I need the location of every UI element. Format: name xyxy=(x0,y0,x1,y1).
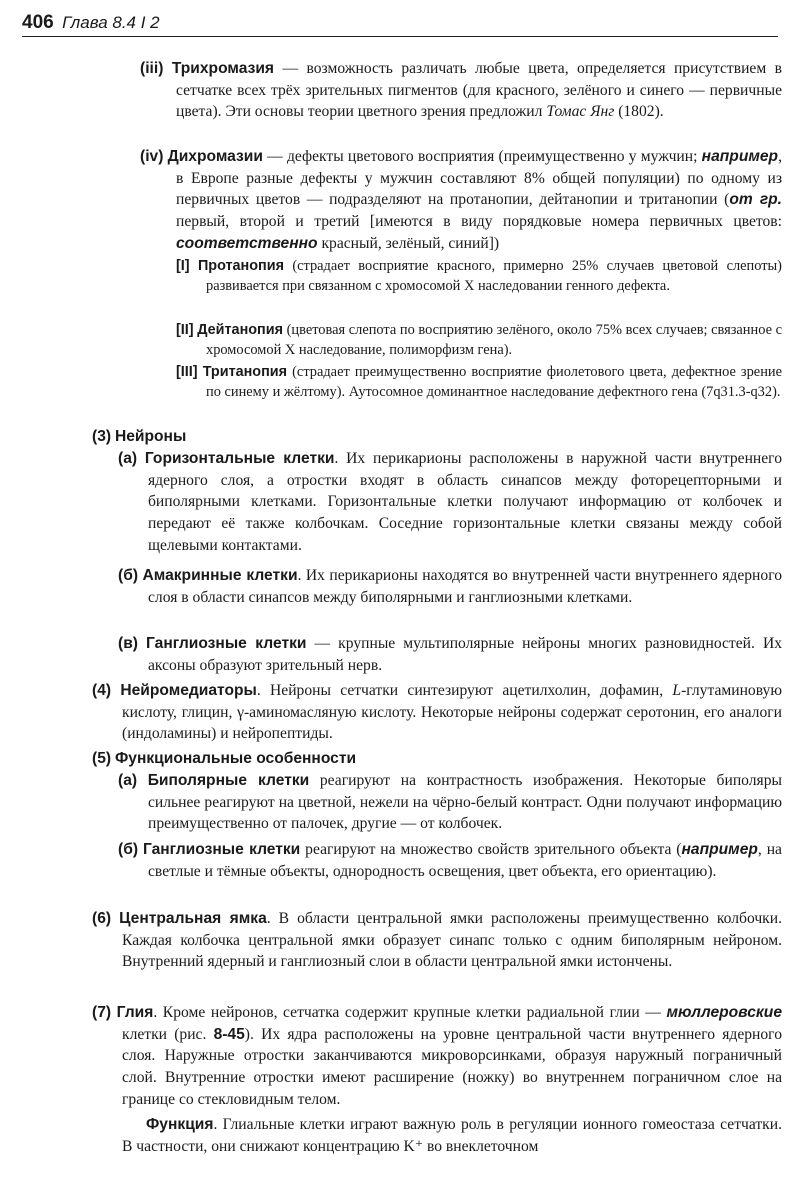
item-horizontal-cells xyxy=(118,448,782,557)
running-header xyxy=(22,12,778,37)
item-text: . Кроме нейронов, сетчатка содержит крупные клетки радиальной глии — xyxy=(153,1004,667,1021)
term-central-fovea: Центральная ямка xyxy=(119,910,267,927)
item-marker: (5) xyxy=(92,750,112,767)
item-text: . В области центральной ямки расположены преимущественно колбочки. Каждая колбочка центральной ямки образует синапс только с одним биполярным нейроном. Внутренний ядерный и ганглиозный слои в области центральной ямки истончены. xyxy=(122,910,782,971)
item-text: красный, зелёный, синий]) xyxy=(317,234,500,252)
item-marker: (3) xyxy=(92,428,112,445)
item-marker: (а) xyxy=(118,772,138,789)
item-text: клетки (рис. xyxy=(122,1025,214,1043)
item-dichromasy xyxy=(140,146,782,255)
term-amacrine-cells: Амакринные клетки xyxy=(142,567,298,584)
emphasis: от гр. xyxy=(729,191,782,209)
chapter-label: Глава 8.4 I 2 xyxy=(62,13,160,32)
item-text: — возможность различать любые цвета, определяется присутствием в сетчатке всех трёх зрительных пигментов (для красного, зелёного и синего — первичные цвета). Эти основы теории цветного зрения предложил xyxy=(176,60,782,121)
term-protanopia: Протанопия xyxy=(197,258,284,274)
item-text: — дефекты цветового восприятия (преимущественно у мужчин; xyxy=(262,148,702,165)
item-ganglion-cells xyxy=(118,633,782,676)
term-horizontal-cells: Горизонтальные клетки xyxy=(144,450,335,467)
page-number: 406 xyxy=(22,12,54,33)
item-central-fovea xyxy=(92,908,782,973)
section-neurons-heading xyxy=(92,426,782,448)
item-marker: (iii) xyxy=(140,60,164,77)
item-text: (страдает преимущественно восприятие фиолетового цвета, дефектное зрение по синему и жёлтому). Аутосомное доминантное наследование дефектного гена (7q31.3-q32). xyxy=(206,364,782,400)
term-ganglion-cells: Ганглиозные клетки xyxy=(146,635,307,652)
item-marker: [III] xyxy=(176,364,198,380)
item-marker: (4) xyxy=(92,682,112,699)
term-neurotransmitters: Нейромедиаторы xyxy=(120,682,257,699)
item-text: (страдает восприятие красного, примерно 25% случаев цветовой слепоты) развивается при связанном с хромосомой X наследовании генного дефекта. xyxy=(206,258,782,294)
person-name: Томас Янг xyxy=(546,103,615,121)
item-text: первый, второй и третий [имеются в виду порядковые номера первичных цветов: xyxy=(176,213,782,231)
item-text: . Глиальные клетки играют важную роль в регуляции ионного гомеостаза сетчатки. В частности, они снижают концентрацию K⁺ во внеклеточном xyxy=(122,1116,782,1155)
item-marker: (6) xyxy=(92,910,112,927)
item-marker: (7) xyxy=(92,1004,112,1021)
emphasis: например xyxy=(701,148,779,165)
term-deuteranopia: Дейтанопия xyxy=(197,322,283,338)
emphasis: L xyxy=(672,682,682,699)
item-tritanopia xyxy=(176,362,782,402)
item-text: , в Европе разные дефекты у мужчин составляют 8% общей популяции) по одному из первичных цветов — подразделяют на протанопии, дейтанопии и тританопии ( xyxy=(176,148,782,209)
emphasis: соответственно xyxy=(176,234,318,252)
figure-reference[interactable]: 8-45 xyxy=(213,1025,245,1043)
item-text: — крупные мультиполярные нейроны многих разновидностей. Их аксоны образуют зрительный нерв. xyxy=(148,635,783,674)
item-deuteranopia xyxy=(176,320,782,360)
item-text: ). Их ядра расположены на уровне центральной части внутреннего ядерного слоя. Наружные отростки заканчиваются микроворсинками, образуя наружный пограничный слой. Внутренние отростки имеют расширение (ножку) во внутреннем пограничном слое на границе со стекловидным телом. xyxy=(122,1025,782,1108)
term-tritanopia: Тританопия xyxy=(202,364,288,380)
item-marker: (б) xyxy=(118,841,139,858)
item-bipolar-cells xyxy=(118,770,782,835)
term-function: Функция xyxy=(146,1116,214,1133)
item-text: . Их перикарионы находятся во внутренней части внутреннего ядерного слоя в области синапсов между биполярными и ганглиозными клетками. xyxy=(148,567,783,606)
item-amacrine-cells xyxy=(118,565,782,608)
term-ganglion-cells: Ганглиозные клетки xyxy=(142,841,301,858)
item-text: реагируют на контрастность изображения. Некоторые биполяры сильнее реагируют на цветной, нежели на чёрно-белый контраст. Одни получают информацию преимущественно от палочек, другие — от колбочек. xyxy=(148,772,782,833)
term-bipolar-cells: Биполярные клетки xyxy=(147,772,310,789)
item-text-tail: (1802). xyxy=(614,103,664,121)
term-dichromasy: Дихромазии xyxy=(167,148,263,165)
section-functional-heading xyxy=(92,748,782,770)
item-text: . Их перикарионы расположены в наружной части внутреннего ядерного слоя, а отростки входят в область синапсов между фоторецепторными и биполярными клетками. Горизонтальные клетки получают информацию от колбочек и передают её также колбочкам. Соседние горизонтальные клетки связаны между собой щелевыми контактами. xyxy=(148,450,782,554)
item-text: . Нейроны сетчатки синтезируют ацетилхолин, дофамин, xyxy=(256,682,673,699)
item-function xyxy=(122,1114,782,1157)
item-glia xyxy=(92,1002,782,1111)
item-marker: (б) xyxy=(118,567,139,584)
item-marker: (iv) xyxy=(140,148,164,165)
item-marker: (в) xyxy=(118,635,138,652)
term-functional-features: Функциональные особенности xyxy=(114,750,357,767)
item-protanopia xyxy=(176,256,782,296)
item-text: -глутаминовую кислоту, глицин, γ-аминомасляную кислоту. Некоторые нейроны содержат серотонин, его аналоги (индоламины) и нейропептиды. xyxy=(122,682,782,743)
item-marker: [II] xyxy=(176,322,194,338)
term-glia: Глия xyxy=(116,1004,154,1021)
term-trichromasy: Трихромазия xyxy=(171,60,275,77)
item-ganglion-cells-function xyxy=(118,839,782,882)
item-text: (цветовая слепота по восприятию зелёного, около 75% всех случаев; связанное с хромосомой X наследование, полиморфизм гена). xyxy=(206,322,782,358)
item-neurotransmitters xyxy=(92,680,782,745)
item-marker: (а) xyxy=(118,450,138,467)
item-trichromasy xyxy=(140,58,782,123)
emphasis: например xyxy=(681,841,758,858)
item-text: реагируют на множество свойств зрительного объекта ( xyxy=(300,841,682,858)
item-marker: [I] xyxy=(176,258,190,274)
item-text: , на светлые и тёмные объекты, однородность освещения, цвет объекта, его ориентацию). xyxy=(148,841,782,880)
term-neurons: Нейроны xyxy=(114,428,187,445)
emphasis: мюллеровские xyxy=(666,1004,782,1021)
